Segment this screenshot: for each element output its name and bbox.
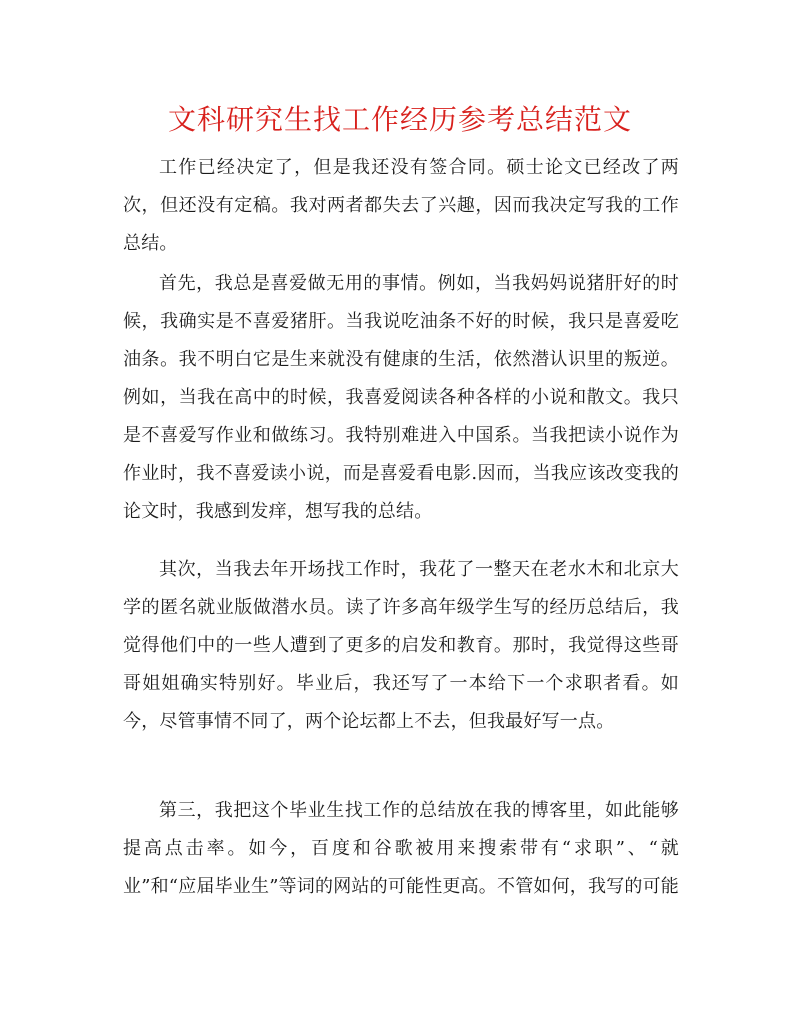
paragraph-1: 工作已经决定了，但是我还没有签合同。硕士论文已经改了两次，但还没有定稿。我对两者都失去了兴趣，因而我决定写我的工作总结。 — [123, 157, 679, 254]
paragraph-4: 第三，我把这个毕业生找工作的总结放在我的博客里，如此能够提高点击率。如今，百度和谷歌被用来搜索带有“求职”、“就业”和“应届毕业生”等词的网站的可能性更高。不管如何，我写的可能 — [123, 800, 680, 897]
paragraph-2: 首先，我总是喜爱做无用的事情。例如，当我妈妈说猪肝好的时候，我确实是不喜爱猪肝。当我说吃油条不好的时候，我只是喜爱吃油条。我不明白它是生来就没有健康的生活，依然潜认识里的叛逆。例如，当我在高中的时候，我喜爱阅读各种各样的小说和散文。我只是不喜爱写作业和做练习。我特别难进入中国系。当我把读小说作为作业时，我不喜爱读小说，而是喜爱看电影.因而，当我应该改变我的论文时，我感到发痒，想写我的总结。 — [123, 273, 679, 522]
paragraph-3: 其次，当我去年开场找工作时，我花了一整天在老水木和北京大学的匿名就业版做潜水员。读了许多高年级学生写的经历总结后，我觉得他们中的一些人遭到了更多的启发和教育。那时，我觉得这些哥哥姐姐确实特别好。毕业后，我还写了一本给下一个求职者看。如今，尽管事情不同了，两个论坛都上不去，但我最好写一点。 — [123, 559, 679, 732]
document-title: 文科研究生找工作经历参考总结范文 — [167, 103, 632, 136]
